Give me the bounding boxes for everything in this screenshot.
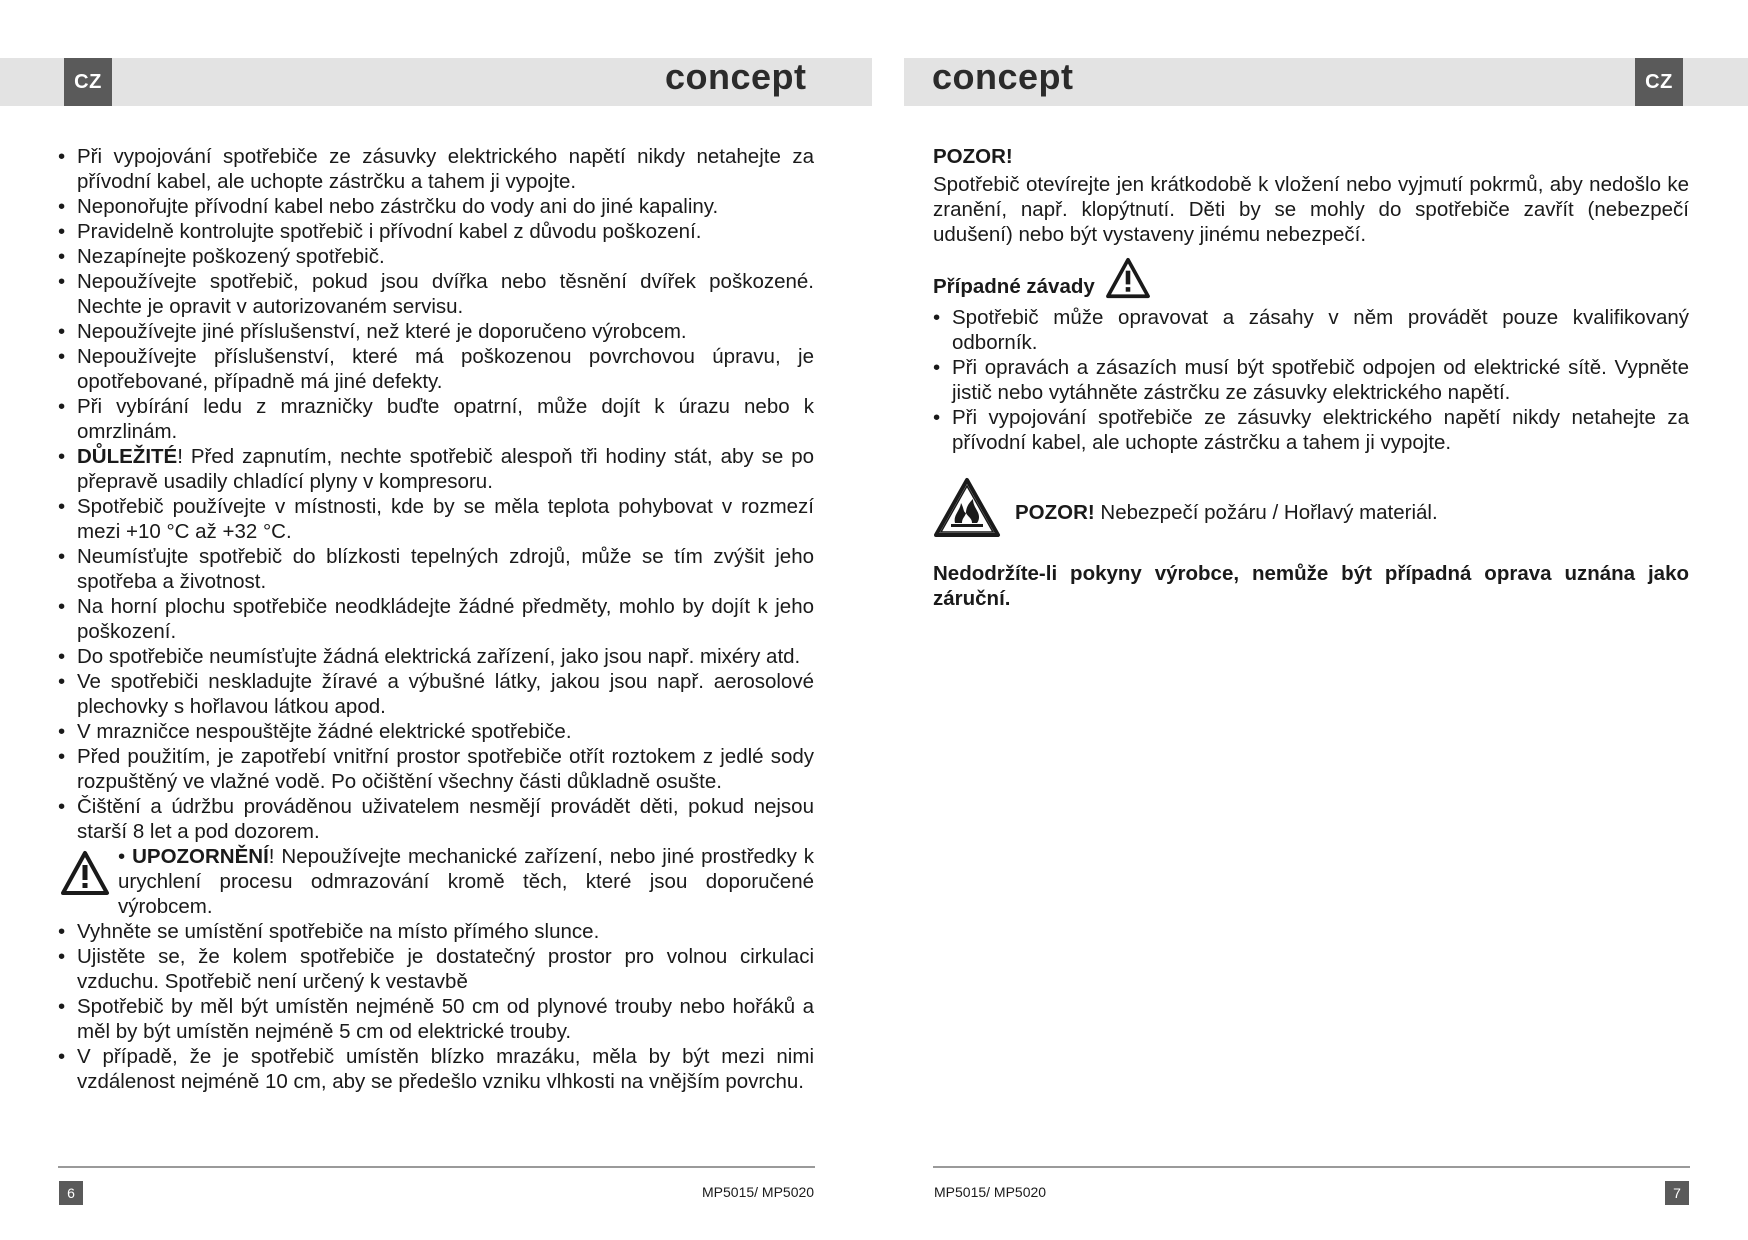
- safety-list-c: [58, 919, 814, 1094]
- list-item: • Spotřebič může opravovat a zásahy v něm provádět pouze kvalifikovaný odborník.: [933, 305, 1689, 355]
- list-item: • Neponořujte přívodní kabel nebo zástrčku do vody ani do jiné kapaliny.: [58, 194, 814, 219]
- left-page-content: [58, 144, 814, 1094]
- list-item: • Spotřebič používejte v místnosti, kde by se měla teplota pohybovat v rozmezí mezi +10 °C až +32 °C.: [58, 494, 814, 544]
- caution-title: POZOR!: [933, 145, 1013, 168]
- warning-triangle-icon: [1105, 257, 1151, 299]
- faults-heading-row: [933, 257, 1689, 299]
- faults-list: [933, 305, 1689, 455]
- model-number-left: MP5015/ MP5020: [702, 1184, 815, 1200]
- model-number-right: MP5015/ MP5020: [934, 1184, 1047, 1200]
- language-badge-right: CZ: [1635, 58, 1683, 106]
- list-item: • Neumísťujte spotřebič do blízkosti tepelných zdrojů, může se tím zvýšit jeho spotřeba a životnost.: [58, 544, 814, 594]
- fire-warning-row: [933, 477, 1689, 539]
- list-item: • Nezapínejte poškozený spotřebič.: [58, 244, 814, 269]
- list-item: • Vyhněte se umístění spotřebiče na místo přímého slunce.: [58, 919, 814, 944]
- list-item: • Při vypojování spotřebiče ze zásuvky elektrického napětí nikdy netahejte za přívodní kabel, ale uchopte zástrčku a tahem ji vypojte.: [933, 405, 1689, 455]
- list-item: • Pravidelně kontrolujte spotřebič i přívodní kabel z důvodu poškození.: [58, 219, 814, 244]
- flammable-hazard-icon: [933, 477, 1001, 539]
- safety-list-b: [58, 494, 814, 844]
- defrost-warning: [58, 844, 814, 919]
- list-item: • Do spotřebiče neumísťujte žádná elektrická zařízení, jako jsou např. mixéry atd.: [58, 644, 814, 669]
- important-item: [58, 444, 814, 494]
- warning-text: ! Nepoužívejte mechanické zařízení, nebo jiné prostředky k urychlení procesu odmrazování kromě těch, které jsou doporučené výrobcem.: [118, 845, 814, 918]
- list-item: • Čištění a údržbu prováděnou uživatelem nesmějí provádět děti, pokud nejsou starší 8 let a pod dozorem.: [58, 794, 814, 844]
- list-item: • Nepoužívejte spotřebič, pokud jsou dvířka nebo těsnění dvířek poškozené. Nechte je opravit v autorizovaném servisu.: [58, 269, 814, 319]
- caution-text: Spotřebič otevírejte jen krátkodobě k vložení nebo vyjmutí pokrmů, aby nedošlo ke zranění, např. klopýtnutí. Děti by se mohly do spotřebiče zavřít (nebezpečí udušení) nebo být vystaveny jinému nebezpečí.: [933, 173, 1689, 246]
- list-item: • Při vypojování spotřebiče ze zásuvky elektrického napětí nikdy netahejte za přívodní kabel, ale uchopte zástrčku a tahem ji vypojte.: [58, 144, 814, 194]
- warning-triangle-icon: [60, 850, 110, 896]
- fire-warning-text-wrap: [1015, 500, 1438, 525]
- footer-rule-left: [58, 1166, 815, 1168]
- page-number-right: 7: [1665, 1181, 1689, 1205]
- list-item: • Nepoužívejte jiné příslušenství, než které je doporučeno výrobcem.: [58, 319, 814, 344]
- warning-bullet: •: [118, 845, 126, 868]
- brand-logo-right: concept: [932, 56, 1074, 97]
- warning-label: UPOZORNĚNÍ: [132, 845, 269, 868]
- list-item: • Při vybírání ledu z mrazničky buďte opatrní, může dojít k úrazu nebo k omrzlinám.: [58, 394, 814, 444]
- page-number-left: 6: [59, 1181, 83, 1205]
- important-label: DŮLEŽITÉ: [77, 445, 178, 468]
- list-item: • Při opravách a zásazích musí být spotřebič odpojen od elektrické sítě. Vypněte jistič nebo vytáhněte zástrčku ze zásuvky elektrického napětí.: [933, 355, 1689, 405]
- language-badge-left: CZ: [64, 58, 112, 106]
- footer-rule-right: [933, 1166, 1690, 1168]
- list-item: • Spotřebič by měl být umístěn nejméně 50 cm od plynové trouby nebo hořáků a měl by být umístěn nejméně 5 cm od elektrické trouby.: [58, 994, 814, 1044]
- fire-warning-label: POZOR!: [1015, 500, 1095, 524]
- faults-heading: Případné závady: [933, 275, 1095, 298]
- list-item: • Na horní plochu spotřebiče neodkládejte žádné předměty, mohlo by dojít k jeho poškození.: [58, 594, 814, 644]
- list-item: • Nepoužívejte příslušenství, které má poškozenou povrchovou úpravu, je opotřebované, případně má jiné defekty.: [58, 344, 814, 394]
- important-text: ! Před zapnutím, nechte spotřebič alespoň tři hodiny stát, aby se po přepravě usadily chladící plyny v kompresoru.: [77, 445, 814, 493]
- brand-logo-left: concept: [665, 56, 807, 97]
- list-item: • Ujistěte se, že kolem spotřebiče je dostatečný prostor pro volnou cirkulaci vzduchu. Spotřebič není určený k vestavbě: [58, 944, 814, 994]
- important-list: [58, 444, 814, 494]
- fire-warning-text: Nebezpečí požáru / Hořlavý materiál.: [1094, 500, 1438, 524]
- list-item: • Ve spotřebiči neskladujte žíravé a výbušné látky, jakou jsou např. aerosolové plechovky s hořlavou látkou apod.: [58, 669, 814, 719]
- list-item: • V případě, že je spotřebič umístěn blízko mrazáku, měla by být mezi nimi vzdálenost nejméně 10 cm, aby se předešlo vzniku vlhkosti na vnějším povrchu.: [58, 1044, 814, 1094]
- list-item: • Před použitím, je zapotřebí vnitřní prostor spotřebiče otřít roztokem z jedlé sody rozpuštěný ve vlažné vodě. Po očištění všechny části důkladně osušte.: [58, 744, 814, 794]
- final-note: Nedodržíte-li pokyny výrobce, nemůže být případná oprava uznána jako záruční.: [933, 562, 1689, 610]
- safety-list-a: [58, 144, 814, 444]
- right-page-content: [933, 144, 1689, 611]
- list-item: • V mrazničce nespouštějte žádné elektrické spotřebiče.: [58, 719, 814, 744]
